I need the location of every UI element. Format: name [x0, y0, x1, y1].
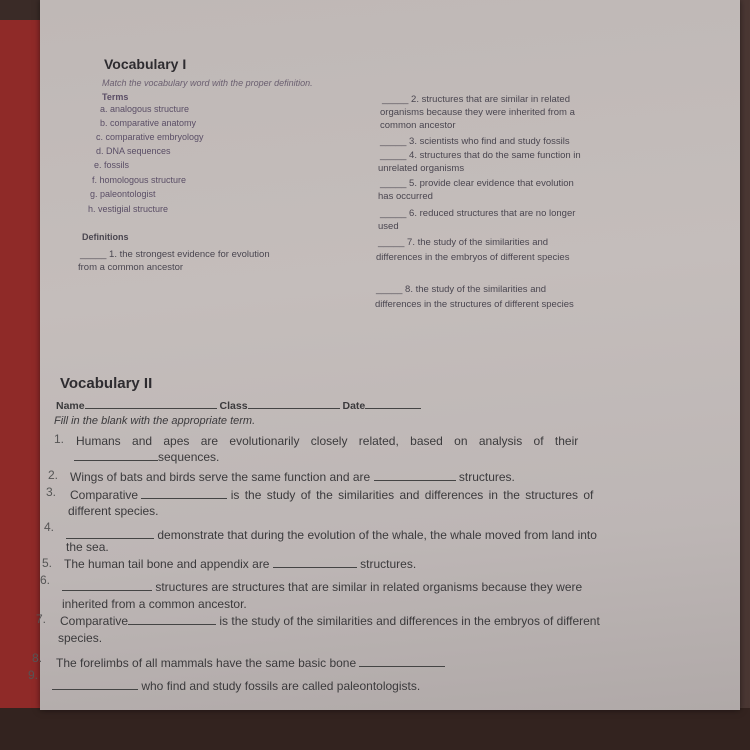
question-2-line: [70, 470, 515, 484]
definition-4: _____ 4. structures that do the same function in: [380, 150, 581, 161]
definition-7: _____ 7. the study of the similarities and: [378, 237, 549, 248]
vocab1-title: Vocabulary I: [104, 56, 187, 72]
vocab1-instructions: Match the vocabulary word with the proper definition.: [102, 78, 313, 88]
question-number: 7.: [36, 612, 47, 626]
vocab2-title: Vocabulary II: [60, 375, 153, 392]
question-5-line: [64, 557, 416, 571]
date-label: Date: [342, 400, 366, 412]
definition-3: _____ 3. scientists who find and study fossils: [380, 136, 570, 147]
class-blank[interactable]: [248, 398, 340, 409]
name-label: Name: [56, 400, 85, 412]
question-3-cont: is the study of the similarities and differences in the structures of: [230, 488, 594, 502]
vocab2-instructions: Fill in the blank with the appropriate term.: [54, 415, 256, 427]
question-4-text: demonstrate that during the evolution of the whale, the whale moved from land into: [157, 528, 597, 542]
question-number: 3.: [46, 485, 57, 499]
question-6-line2: inherited from a common ancestor.: [62, 597, 247, 611]
worksheet-paper: [28, 0, 740, 710]
question-7-line: [60, 614, 600, 628]
question-number: 2.: [48, 468, 59, 482]
question-3-text: Comparative: [70, 488, 139, 502]
term-item: h. vestigial structure: [88, 204, 169, 214]
date-blank[interactable]: [365, 398, 421, 409]
definition-4-cont: unrelated organisms: [378, 163, 465, 174]
answer-blank[interactable]: [128, 614, 216, 625]
term-item: f. homologous structure: [92, 175, 187, 185]
question-7-line2: species.: [58, 631, 103, 645]
definitions-heading: Definitions: [82, 232, 129, 242]
definition-2-cont: organisms because they were inherited from a: [380, 107, 575, 118]
term-item: d. DNA sequences: [96, 146, 171, 156]
term-item: a. analogous structure: [100, 104, 190, 114]
definition-6: _____ 6. reduced structures that are no longer: [380, 208, 576, 219]
dark-background-bottom: [0, 708, 750, 750]
question-4-line: [66, 528, 597, 542]
answer-blank[interactable]: [273, 557, 357, 568]
question-2-cont: structures.: [458, 470, 515, 484]
question-7-cont: is the study of the similarities and differences in the embryos of different: [219, 614, 600, 628]
definition-2-cont: common ancestor: [380, 120, 456, 131]
answer-blank[interactable]: [74, 450, 158, 461]
answer-blank[interactable]: [66, 528, 154, 539]
question-7-text: Comparative: [60, 614, 129, 628]
question-number: 9.: [28, 668, 39, 682]
name-blank[interactable]: [85, 398, 217, 409]
question-1-line2: [74, 450, 219, 464]
definition-8: _____ 8. the study of the similarities and: [376, 284, 547, 295]
question-number: 5.: [42, 556, 53, 570]
definition-1: _____ 1. the strongest evidence for evolution: [80, 249, 270, 260]
question-1-cont: sequences.: [158, 450, 220, 464]
answer-blank[interactable]: [62, 580, 152, 591]
name-field[interactable]: [56, 398, 421, 412]
answer-blank[interactable]: [359, 656, 445, 667]
term-item: c. comparative embryology: [96, 132, 204, 142]
question-6-line: [62, 580, 582, 594]
answer-blank[interactable]: [52, 679, 138, 690]
question-6-text: structures are structures that are similar in related organisms because they were: [155, 580, 583, 594]
answer-blank[interactable]: [141, 488, 227, 499]
definition-8-cont: differences in the structures of different species: [375, 299, 574, 310]
terms-heading: Terms: [102, 92, 129, 102]
question-9-line: [52, 679, 420, 693]
term-item: b. comparative anatomy: [100, 118, 197, 128]
question-5-text: The human tail bone and appendix are: [64, 557, 270, 571]
definition-6-cont: used: [378, 221, 399, 232]
question-5-cont: structures.: [360, 557, 417, 571]
definition-7-cont: differences in the embryos of different species: [376, 252, 570, 263]
question-3-line: [70, 488, 593, 502]
question-2-text: Wings of bats and birds serve the same function and are: [70, 470, 371, 484]
question-8-line: [56, 656, 445, 670]
definition-5: _____ 5. provide clear evidence that evolution: [380, 178, 574, 189]
question-number: 4.: [44, 520, 55, 534]
question-9-text: who find and study fossils are called paleontologists.: [141, 679, 421, 693]
definition-2: _____ 2. structures that are similar in related: [382, 94, 570, 105]
question-number: 6.: [40, 573, 51, 587]
class-label: Class: [219, 400, 248, 412]
definition-5-cont: has occurred: [378, 191, 433, 202]
question-1-text: Humans and apes are evolutionarily closely related, based on analysis of their: [76, 434, 579, 448]
question-3-line2: different species.: [68, 504, 159, 518]
question-number: 8.: [32, 651, 43, 665]
term-item: e. fossils: [94, 160, 130, 170]
question-number: 1.: [54, 432, 65, 446]
term-item: g. paleontologist: [90, 189, 156, 199]
question-8-text: The forelimbs of all mammals have the same basic bone: [56, 656, 357, 670]
definition-1-cont: from a common ancestor: [78, 262, 184, 273]
question-4-line2: the sea.: [66, 540, 109, 554]
answer-blank[interactable]: [374, 470, 456, 481]
